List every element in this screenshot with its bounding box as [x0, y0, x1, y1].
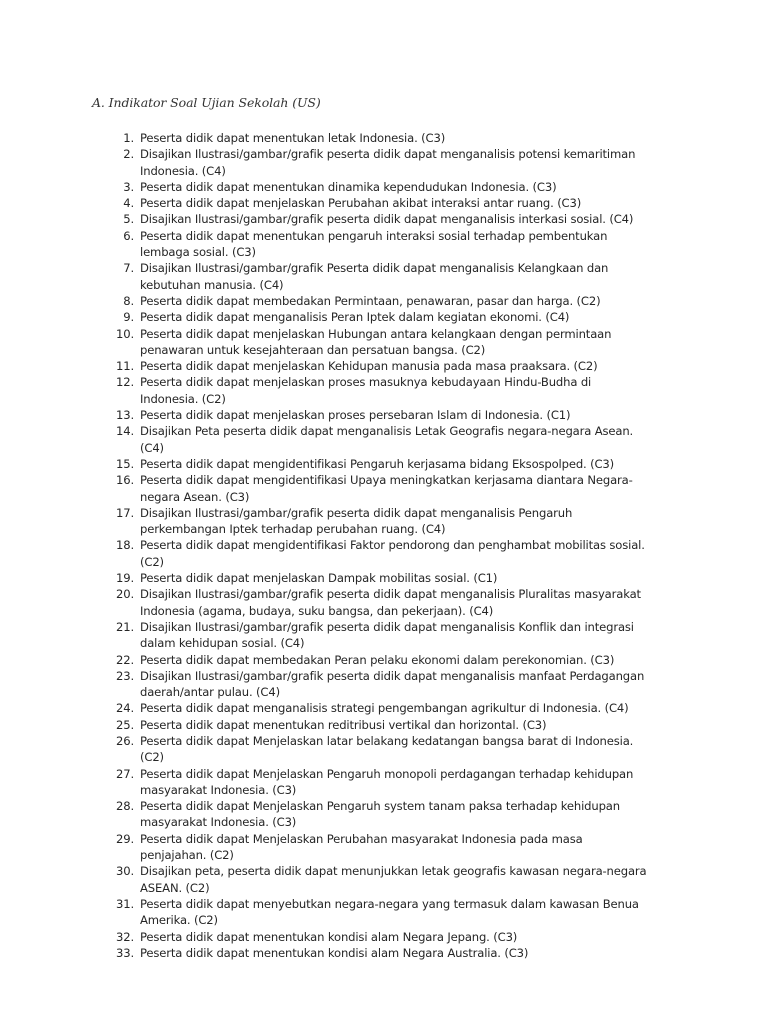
list-item-text: Disajikan Peta peserta didik dapat menganalisis Letak Geografis negara-negara Asean. (C4)	[140, 424, 634, 455]
list-item-text: Peserta didik dapat menjelaskan Hubungan antara kelangkaan dengan permintaan penawaran untuk kesejahteraan dan persatuan bangsa. (C2)	[140, 326, 612, 357]
list-item-text: Peserta didik dapat menentukan kondisi alam Negara Jepang. (C3)	[140, 929, 518, 944]
list-item	[0, 929, 650, 945]
list-item	[0, 700, 650, 716]
list-item-number: 31.	[116, 896, 134, 911]
list-item-number: 13.	[116, 408, 134, 423]
list-item	[0, 423, 650, 456]
list-item-number: 23.	[116, 668, 134, 683]
list-item-number: 1.	[123, 131, 134, 145]
list-item	[0, 766, 650, 799]
list-item-text: Peserta didik dapat membedakan Peran pelaku ekonomi dalam perekonomian. (C3)	[140, 652, 615, 667]
list-item-text: Disajikan peta, peserta didik dapat menunjukkan letak geografis kawasan negara-negara ASEAN. (C2)	[140, 864, 647, 895]
list-item-number: 25.	[116, 717, 134, 732]
list-item	[0, 945, 650, 961]
list-item-number: 28.	[116, 799, 134, 814]
list-item-number: 16.	[116, 473, 134, 488]
list-item	[0, 456, 650, 472]
list-item-number: 29.	[116, 831, 134, 846]
list-item-number: 33.	[116, 945, 134, 960]
list-item	[0, 195, 650, 211]
list-item	[0, 374, 650, 407]
section-heading: A. Indikator Soal Ujian Sekolah (US)	[92, 95, 321, 110]
list-item-number: 21.	[116, 619, 134, 634]
list-item-text: Disajikan Ilustrasi/gambar/grafik peserta didik dapat menganalisis manfaat Perdagangan daerah/antar pulau. (C4)	[140, 668, 645, 700]
list-item-number: 4.	[123, 196, 134, 211]
list-item-number: 12.	[116, 375, 134, 390]
list-item-number: 15.	[116, 456, 134, 471]
list-item-number: 32.	[116, 929, 134, 944]
list-item	[0, 293, 650, 309]
list-item-number: 10.	[116, 326, 134, 341]
list-item	[0, 798, 650, 831]
list-item-number: 8.	[123, 293, 134, 308]
list-item-text: Peserta didik dapat menentukan dinamika kependudukan Indonesia. (C3)	[140, 179, 557, 194]
list-item	[0, 228, 650, 261]
list-item-text: Peserta didik dapat menentukan kondisi alam Negara Australia. (C3)	[140, 945, 529, 960]
list-item	[0, 179, 650, 195]
list-item-text: Peserta didik dapat mengidentifikasi Pengaruh kerjasama bidang Eksospolped. (C3)	[140, 456, 615, 471]
list-item	[0, 733, 650, 766]
list-item	[0, 668, 650, 701]
list-item	[0, 831, 650, 864]
list-item-number: 14.	[116, 424, 134, 439]
list-item-text: Peserta didik dapat menentukan reditribusi vertikal dan horizontal. (C3)	[140, 717, 547, 732]
list-item-number: 18.	[116, 538, 134, 553]
list-item	[0, 211, 650, 227]
list-item-text: Peserta didik dapat menganalisis Peran Iptek dalam kegiatan ekonomi. (C4)	[140, 310, 570, 325]
list-item	[0, 652, 650, 668]
list-item-text: Peserta didik dapat menjelaskan Dampak mobilitas sosial. (C1)	[140, 571, 498, 586]
list-item-text: Disajikan Ilustrasi/gambar/grafik Peserta didik dapat menganalisis Kelangkaan dan kebutuhan manusia. (C4)	[140, 261, 609, 292]
indicator-list	[0, 130, 768, 961]
list-item-text: Disajikan Ilustrasi/gambar/grafik peserta didik dapat menganalisis potensi kemaritiman Indonesia. (C4)	[140, 147, 636, 178]
list-item	[0, 570, 650, 586]
list-item-number: 7.	[123, 261, 134, 276]
list-item-text: Peserta didik dapat Menjelaskan latar belakang kedatangan bangsa barat di Indonesia. (C2)	[140, 733, 634, 765]
list-item-number: 22.	[116, 652, 134, 667]
list-item-number: 9.	[123, 310, 134, 325]
list-item-number: 3.	[123, 179, 134, 194]
list-item	[0, 863, 650, 896]
list-item-text: Peserta didik dapat menjelaskan Perubahan akibat interaksi antar ruang. (C3)	[140, 196, 582, 211]
list-item-number: 11.	[116, 359, 134, 374]
list-item-text: Peserta didik dapat menjelaskan proses masuknya kebudayaan Hindu-Budha di Indonesia. (C2)	[140, 375, 592, 406]
list-item-text: Disajikan Ilustrasi/gambar/grafik peserta didik dapat menganalisis Pengaruh perkembangan Iptek terhadap perubahan ruang. (C4)	[140, 505, 573, 537]
list-item-number: 26.	[116, 733, 134, 748]
list-item-text: Disajikan Ilustrasi/gambar/grafik peserta didik dapat menganalisis Konflik dan integrasi dalam kehidupan sosial. (C4)	[140, 619, 634, 651]
list-item	[0, 537, 650, 570]
list-item-text: Peserta didik dapat menganalisis strategi pengembangan agrikultur di Indonesia. (C4)	[140, 701, 629, 716]
list-item	[0, 586, 650, 619]
list-item	[0, 326, 650, 359]
list-item-text: Peserta didik dapat mengidentifikasi Upaya meningkatkan kerjasama diantara Negara-negara Asean. (C3)	[140, 473, 633, 504]
list-item-text: Peserta didik dapat menjelaskan proses persebaran Islam di Indonesia. (C1)	[140, 408, 571, 423]
list-item-number: 17.	[116, 505, 134, 520]
list-item-number: 2.	[123, 147, 134, 162]
list-item	[0, 358, 650, 374]
list-item	[0, 619, 650, 652]
list-item-number: 30.	[116, 864, 134, 879]
list-item-text: Disajikan Ilustrasi/gambar/grafik peserta didik dapat menganalisis Pluralitas masyarakat Indonesia (agama, budaya, suku bangsa, dan pekerjaan). (C4)	[140, 587, 641, 618]
list-item	[0, 260, 650, 293]
list-item	[0, 407, 650, 423]
list-item	[0, 472, 650, 505]
list-item-text: Peserta didik dapat menentukan pengaruh interaksi sosial terhadap pembentukan lembaga sosial. (C3)	[140, 228, 608, 260]
list-item-text: Peserta didik dapat menjelaskan Kehidupan manusia pada masa praaksara. (C2)	[140, 359, 598, 374]
list-item	[0, 130, 650, 146]
list-item	[0, 309, 650, 325]
list-item	[0, 505, 650, 538]
list-item-number: 6.	[123, 228, 134, 243]
list-item-text: Peserta didik dapat Menjelaskan Pengaruh monopoli perdagangan terhadap kehidupan masyarakat Indonesia. (C3)	[140, 766, 634, 797]
list-item-text: Peserta didik dapat Menjelaskan Pengaruh system tanam paksa terhadap kehidupan masyarakat Indonesia. (C3)	[140, 799, 620, 830]
list-item-text: Disajikan Ilustrasi/gambar/grafik peserta didik dapat menganalisis interkasi sosial. (C4)	[140, 212, 634, 227]
list-item-number: 5.	[123, 212, 134, 227]
list-item-number: 19.	[116, 571, 134, 586]
list-item-number: 24.	[116, 701, 134, 716]
list-item-number: 20.	[116, 587, 134, 602]
list-item-text: Peserta didik dapat menyebutkan negara-negara yang termasuk dalam kawasan Benua Amerika. (C2)	[140, 896, 639, 928]
list-item-text: Peserta didik dapat Menjelaskan Perubahan masyarakat Indonesia pada masa penjajahan. (C2)	[140, 831, 583, 863]
list-item-text: Peserta didik dapat membedakan Permintaan, penawaran, pasar dan harga. (C2)	[140, 293, 601, 308]
list-item-number: 27.	[116, 766, 134, 781]
list-item-text: Peserta didik dapat mengidentifikasi Faktor pendorong dan penghambat mobilitas sosial. (C2)	[140, 538, 645, 569]
list-item	[0, 717, 650, 733]
list-item	[0, 896, 650, 929]
list-item-text: Peserta didik dapat menentukan letak Indonesia. (C3)	[140, 131, 446, 145]
list-item	[0, 146, 650, 179]
